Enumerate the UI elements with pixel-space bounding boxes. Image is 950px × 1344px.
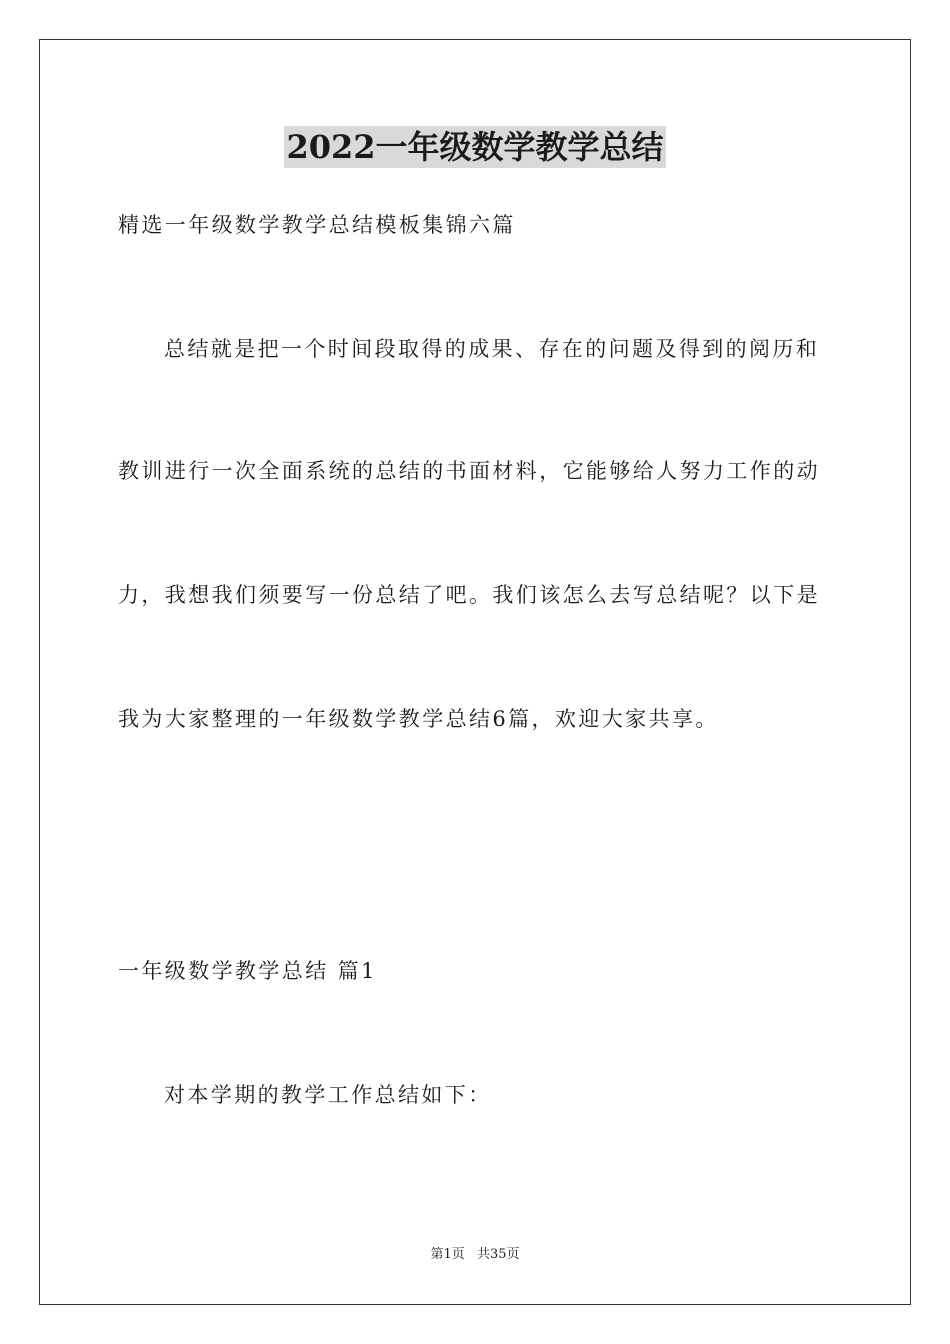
page-number-label: 第1页 bbox=[430, 1247, 465, 1262]
section-first-line: 对本学期的教学工作总结如下： bbox=[164, 1083, 492, 1107]
document-subtitle: 精选一年级数学教学总结模板集锦六篇 bbox=[118, 213, 516, 237]
page-footer bbox=[0, 1246, 950, 1264]
intro-line-4: 我为大家整理的一年级数学教学总结6篇，欢迎大家共享。 bbox=[118, 707, 719, 731]
section-heading: 一年级数学教学总结 篇1 bbox=[118, 959, 377, 983]
intro-line-1: 总结就是把一个时间段取得的成果、存在的问题及得到的阅历和 bbox=[164, 337, 820, 361]
document-title: 2022一年级数学教学总结 bbox=[286, 128, 664, 166]
title-container bbox=[0, 126, 950, 168]
intro-line-2: 教训进行一次全面系统的总结的书面材料，它能够给人努力工作的动 bbox=[118, 459, 820, 483]
page-total-label: 共35页 bbox=[476, 1247, 520, 1262]
intro-line-3: 力，我想我们须要写一份总结了吧。我们该怎么去写总结呢？以下是 bbox=[118, 583, 820, 607]
